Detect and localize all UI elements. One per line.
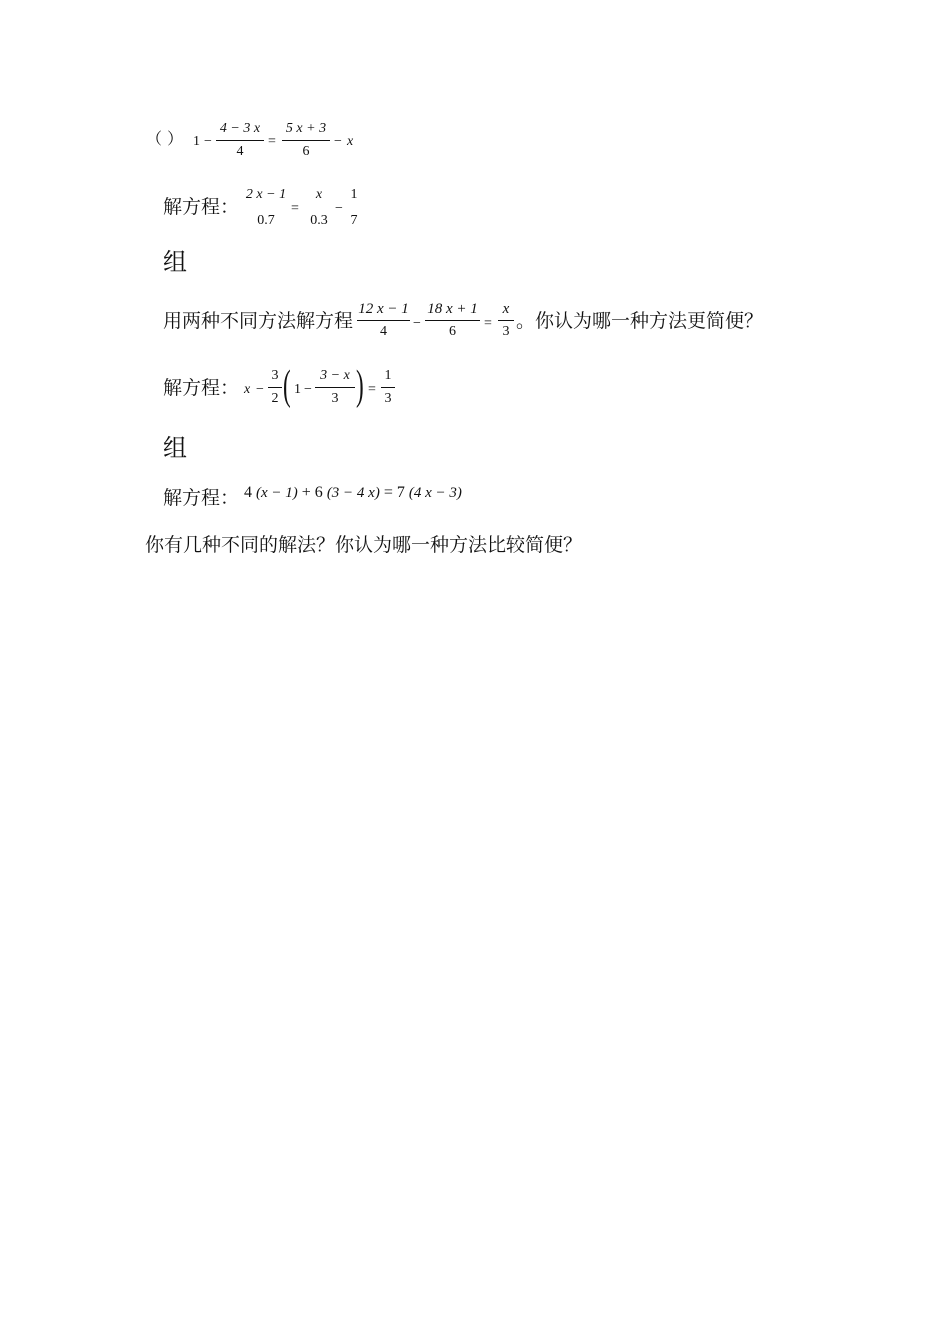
answer-bracket: （ ）: [146, 129, 184, 148]
fraction-bar: [282, 140, 330, 141]
expression-part: [244, 484, 462, 502]
coefficient: + 6: [301, 484, 323, 501]
fraction-bar: [244, 206, 288, 207]
fraction-1: [268, 368, 282, 407]
fraction-bar: [381, 387, 395, 388]
fraction-numerator: 12 x − 1: [358, 301, 409, 317]
fraction-numerator: 1: [350, 187, 358, 202]
fraction-numerator: 3: [271, 368, 279, 383]
minus-sign: −: [335, 201, 343, 216]
fraction-numerator: 5 x + 3: [285, 121, 327, 136]
minus-sign: −: [204, 134, 212, 149]
equals-sign: =: [291, 201, 299, 216]
fraction-denominator: 2: [271, 391, 279, 406]
fraction-bar: [357, 320, 410, 321]
fraction-1: [244, 187, 288, 229]
minus-sign: −: [413, 316, 421, 331]
fraction-2: [305, 187, 333, 229]
fraction-denominator: 6: [449, 324, 456, 339]
equals-sign: =: [268, 134, 276, 149]
fraction-denominator: 3: [384, 391, 392, 406]
problem-prefix: 解方程：: [163, 487, 240, 509]
equals-sign: =: [368, 382, 376, 397]
fraction-2: [425, 301, 480, 340]
fraction-numerator: 1: [384, 368, 392, 383]
group-label: 组: [163, 434, 187, 462]
fraction-bar: [425, 320, 480, 321]
problem-prefix: 用两种不同方法解方程: [163, 310, 354, 332]
fraction-denominator: 6: [302, 144, 310, 159]
fraction-3: [498, 301, 514, 340]
fraction-denominator: 4: [380, 324, 387, 339]
fraction-2: [315, 368, 355, 407]
fraction-numerator: 18 x + 1: [427, 301, 478, 317]
fraction-numerator: x: [315, 187, 323, 202]
variable-x: x: [347, 134, 354, 149]
fraction-3: [346, 187, 362, 229]
fraction-bar: [305, 206, 333, 207]
closing-question: 你有几种不同的解法？你认为哪一种方法比较简便？: [145, 534, 583, 556]
fraction-bar: [216, 140, 264, 141]
group-label: 组: [163, 248, 187, 276]
fraction-denominator: 7: [350, 213, 358, 228]
fraction-bar: [346, 206, 362, 207]
fraction-3: [381, 368, 395, 407]
right-paren: ): [356, 363, 364, 409]
group-expression: (4 x − 3): [408, 485, 462, 501]
minus-sign: −: [256, 382, 264, 397]
fraction-lhs: [216, 121, 264, 160]
problem-suffix: 。你认为哪一种方法更简便？: [516, 310, 764, 332]
fraction-numerator: 2 x − 1: [245, 187, 287, 202]
fraction-bar: [268, 387, 282, 388]
fraction-denominator: 3: [331, 391, 339, 406]
equals-coefficient: = 7: [383, 484, 405, 501]
fraction-bar: [315, 387, 355, 388]
fraction-denominator: 4: [236, 144, 244, 159]
minus-sign: −: [304, 382, 312, 397]
variable-x: x: [244, 382, 251, 397]
fraction-numerator: x: [502, 301, 510, 317]
fraction-numerator: 3 − x: [320, 368, 350, 383]
minus-sign: −: [334, 134, 342, 149]
fraction-denominator: 0.7: [257, 213, 275, 228]
term-one: 1: [193, 134, 200, 149]
left-paren: (: [283, 363, 291, 409]
term-one: 1: [294, 382, 301, 397]
equals-sign: =: [484, 316, 492, 331]
group-expression: (x − 1): [256, 485, 298, 501]
fraction-bar: [498, 320, 514, 321]
fraction-rhs: [282, 121, 330, 160]
fraction-1: [357, 301, 410, 340]
problem-prefix: 解方程：: [163, 377, 240, 399]
problem-prefix: 解方程：: [163, 196, 240, 218]
coefficient: 4: [244, 484, 252, 501]
fraction-denominator: 0.3: [310, 213, 328, 228]
fraction-numerator: 4 − 3 x: [219, 121, 261, 136]
fraction-denominator: 3: [502, 324, 510, 339]
group-expression: (3 − 4 x): [326, 485, 380, 501]
